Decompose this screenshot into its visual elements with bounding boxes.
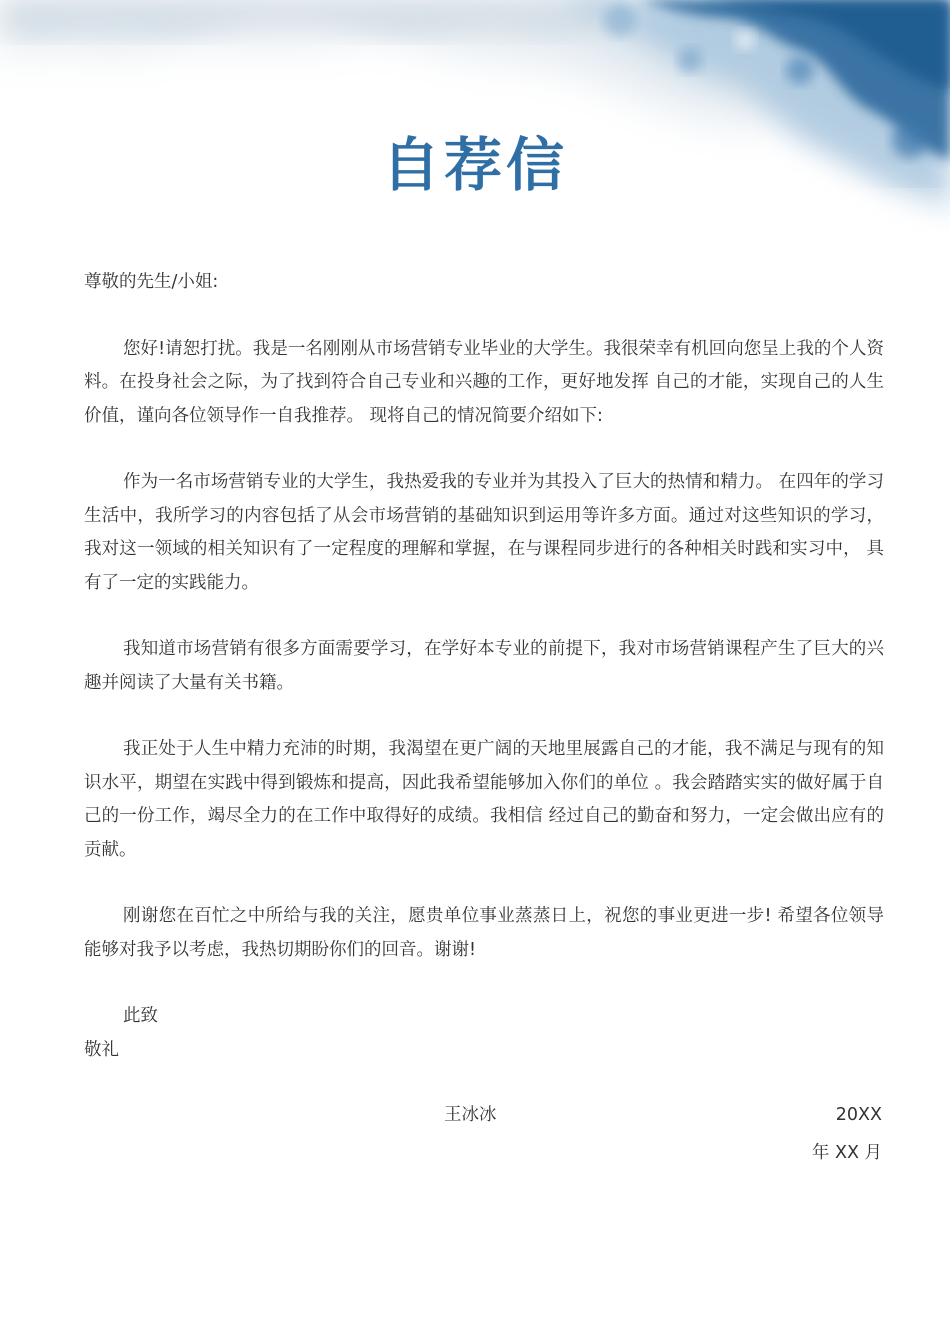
date-month: 年 XX 月 [811,1143,882,1163]
salutation: 尊敬的先生/小姐: [84,272,219,292]
closing-cizhi: 此致 [123,1006,158,1026]
paragraph-thanks: 刚谢您在百忙之中所给与我的关注，愿贵单位事业蒸蒸日上，祝您的事业更进一步! 希望各位领导能够对我予以考虑，我热切期盼你们的回音。谢谢! [84,906,884,960]
page-title: 自荐信 [381,131,568,199]
signature-name: 王冰冰 [444,1105,497,1125]
closing-jingli: 敬礼 [84,1039,119,1060]
date-year: 20XX [835,1105,882,1125]
paragraph-interest: 我知道市场营销有很多方面需要学习，在学好本专业的前提下，我对市场营销课程产生了巨大的兴趣并阅读了大量有关书籍。 [84,639,884,693]
letter-body [84,266,884,1067]
paragraph-intro: 您好!请恕打扰。我是一名刚刚从市场营销专业毕业的大学生。我很荣幸有机回向您呈上我的个人资料。在投身社会之际，为了找到符合自己专业和兴趣的工作，更好地发挥 自己的才能，实现自己的人生价值，谨向各位领导作一自我推荐。 现将自己的情况简要介绍如下: [84,338,884,426]
paragraph-study: 作为一名市场营销专业的大学生，我热爱我的专业并为其投入了巨大的热情和精力。 在四年的学习生活中，我所学习的内容包括了从会市场营销的基础知识到运用等许多方面。通过对这些知识的学习，我对这一领域的相关知识有了一定程度的理解和掌握，在与课程同步进行的各种相关时践和实习中， 具有了一定的实践能力。 [84,472,884,593]
paragraph-aspiration: 我正处于人生中精力充沛的时期，我渴望在更广阔的天地里展露自己的才能，我不满足与现有的知识水平，期望在实践中得到锻炼和提高，因此我希望能够加入你们的单位 。我会踏踏实实的做好属于自己的一份工作，竭尽全力的在工作中取得好的成绩。我相信 经过自己的勤奋和努力，一定会做出应有的贡献。 [84,739,884,860]
